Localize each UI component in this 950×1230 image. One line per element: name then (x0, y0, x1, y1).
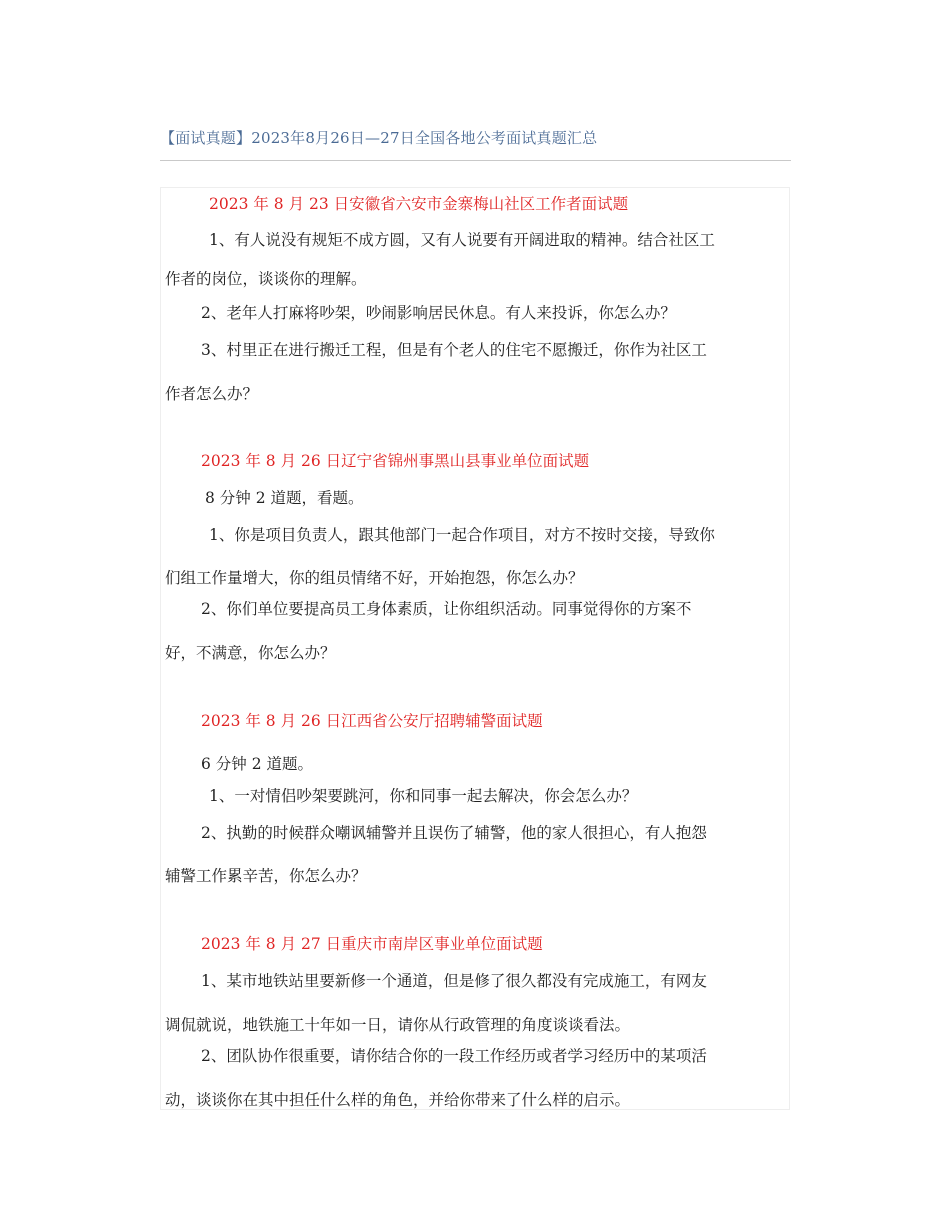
question-line: 3、村里正在进行搬迁工程，但是有个老人的住宅不愿搬迁，你作为社区工 (201, 341, 707, 359)
question-line: 1、有人说没有规矩不成方圆，又有人说要有开阔进取的精神。结合社区工 (209, 231, 715, 249)
question-line: 2、团队协作很重要，请你结合你的一段工作经历或者学习经历中的某项活 (201, 1047, 707, 1065)
question-line: 1、某市地铁站里要新修一个通道，但是修了很久都没有完成施工，有网友 (201, 972, 707, 990)
question-line: 2、你们单位要提高员工身体素质，让你组织活动。同事觉得你的方案不 (201, 600, 692, 618)
question-line: 作者的岗位，谈谈你的理解。 (165, 270, 367, 288)
question-line: 调侃就说，地铁施工十年如一日，请你从行政管理的角度谈谈看法。 (165, 1016, 631, 1034)
title-divider (160, 160, 791, 161)
section-heading: 2023 年 8 月 23 日安徽省六安市金寨梅山社区工作者面试题 (209, 195, 629, 213)
section-heading: 2023 年 8 月 27 日重庆市南岸区事业单位面试题 (201, 935, 543, 953)
content-box (160, 187, 790, 1110)
question-line: 辅警工作累辛苦，你怎么办？ (165, 867, 367, 885)
question-line: 1、你是项目负责人，跟其他部门一起合作项目，对方不按时交接，导致你 (209, 526, 715, 544)
question-line: 动，谈谈你在其中担任什么样的角色，并给你带来了什么样的启示。 (165, 1091, 631, 1109)
question-line: 8 分钟 2 道题，看题。 (205, 489, 364, 507)
question-line: 6 分钟 2 道题。 (201, 755, 314, 773)
section-heading: 2023 年 8 月 26 日江西省公安厅招聘辅警面试题 (201, 712, 543, 730)
question-line: 们组工作量增大，你的组员情绪不好，开始抱怨，你怎么办？ (165, 569, 584, 587)
question-line: 好，不满意，你怎么办？ (165, 644, 336, 662)
document-title: 【面试真题】2023年8月26日—27日全国各地公考面试真题汇总 (160, 129, 598, 147)
question-line: 2、执勤的时候群众嘲讽辅警并且误伤了辅警，他的家人很担心，有人抱怨 (201, 824, 707, 842)
question-line: 2、老年人打麻将吵架，吵闹影响居民休息。有人来投诉，你怎么办？ (201, 304, 676, 322)
question-line: 1、一对情侣吵架要跳河，你和同事一起去解决，你会怎么办？ (209, 787, 638, 805)
question-line: 作者怎么办？ (165, 385, 259, 403)
section-heading: 2023 年 8 月 26 日辽宁省锦州事黑山县事业单位面试题 (201, 452, 590, 470)
